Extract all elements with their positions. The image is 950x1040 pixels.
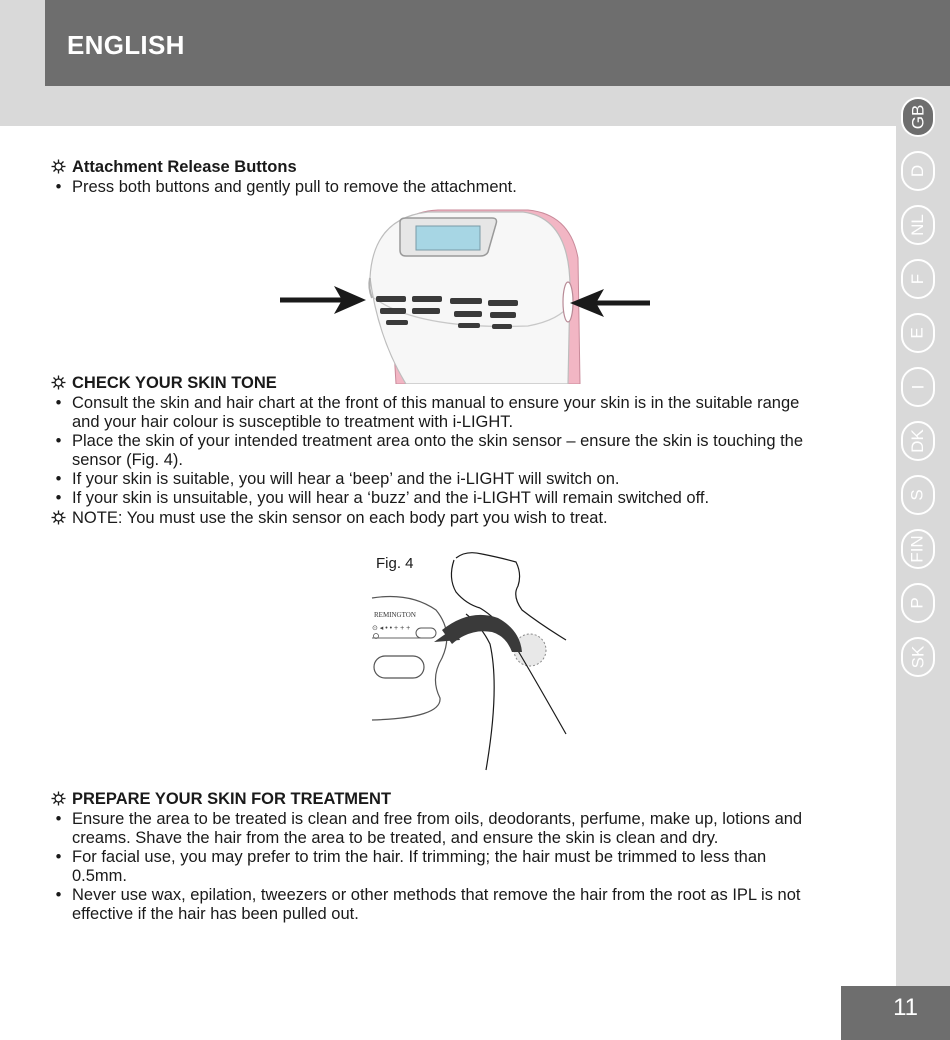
page-number-box xyxy=(841,986,950,1040)
language-tab-sk[interactable] xyxy=(901,637,935,677)
language-tab-label: S xyxy=(908,489,927,501)
bullet-item: • For facial use, you may prefer to trim the hair. If trimming; the hair must be trimmed to less than xyxy=(55,848,767,866)
bullet-continuation: effective if the hair has been pulled out. xyxy=(72,905,359,923)
bullet-item: • Consult the skin and hair chart at the front of this manual to ensure your skin is in the suitable range xyxy=(55,394,800,412)
page-header xyxy=(45,0,950,86)
skin-sensor-figure xyxy=(370,548,580,777)
section-heading-skin-tone: CHECK YOUR SKIN TONE xyxy=(45,374,72,393)
language-tab-d[interactable] xyxy=(901,151,935,191)
bullet-item: • If your skin is suitable, you will hear a ‘beep’ and the i-LIGHT will switch on. xyxy=(55,470,620,488)
language-tab-fin[interactable] xyxy=(901,529,935,569)
bullet-item: • Never use wax, epilation, tweezers or other methods that remove the hair from the root as IPL is not xyxy=(55,886,801,904)
language-tab-label: FIN xyxy=(907,535,927,563)
page-title: ENGLISH xyxy=(67,30,185,60)
language-tab-s[interactable] xyxy=(901,475,935,515)
device-brand: REMINGTON xyxy=(374,611,416,619)
sun-icon xyxy=(51,159,66,174)
language-tab-label: NL xyxy=(907,214,927,236)
language-tab-label: F xyxy=(907,273,927,285)
section-heading-prepare: PREPARE YOUR SKIN FOR TREATMENT xyxy=(45,790,72,809)
language-tab-label: SK xyxy=(908,645,927,669)
figure-label: Fig. 4 xyxy=(376,555,414,572)
language-tab-label: GB xyxy=(908,104,927,130)
language-tab-label: E xyxy=(908,327,927,339)
language-tab-label: P xyxy=(908,597,927,609)
bullet-continuation: creams. Shave the hair from the area to be treated, and ensure the skin is clean and dry. xyxy=(72,829,719,847)
language-tab-e[interactable] xyxy=(901,313,935,353)
language-tab-label: D xyxy=(908,164,927,178)
language-tab-dk[interactable] xyxy=(901,421,935,461)
language-tab-f[interactable] xyxy=(901,259,935,299)
language-tab-nl[interactable] xyxy=(901,205,935,245)
bullet-continuation: and your hair colour is susceptible to treatment with i-LIGHT. xyxy=(72,413,514,431)
bullet-item: • Place the skin of your intended treatment area onto the skin sensor – ensure the skin is touching the xyxy=(55,432,804,450)
bullet-continuation: 0.5mm. xyxy=(72,867,128,885)
sun-icon xyxy=(51,791,66,806)
bullet-item: • Press both buttons and gently pull to remove the attachment. xyxy=(55,178,517,196)
language-tab-label: DK xyxy=(908,429,927,453)
language-tab-gb[interactable] xyxy=(901,97,935,137)
section-heading-release: Attachment Release Buttons xyxy=(45,158,72,177)
device-release-figure xyxy=(278,208,658,391)
sun-icon xyxy=(51,510,66,525)
language-tab-p[interactable] xyxy=(901,583,935,623)
language-tab-i[interactable] xyxy=(901,367,935,407)
bullet-item: • Ensure the area to be treated is clean and free from oils, deodorants, perfume, make up, lotions and xyxy=(55,810,803,828)
language-tab-label: I xyxy=(907,384,927,390)
svg-text:⊙ ◂ • • + + +: ⊙ ◂ • • + + + xyxy=(372,625,411,632)
bullet-continuation: sensor (Fig. 4). xyxy=(72,451,183,469)
sun-icon xyxy=(51,375,66,390)
note: NOTE: You must use the skin sensor on each body part you wish to treat. xyxy=(45,509,72,528)
page-number: 11 xyxy=(893,994,918,1021)
bullet-item: • If your skin is unsuitable, you will hear a ‘buzz’ and the i-LIGHT will remain switched off. xyxy=(55,489,710,507)
